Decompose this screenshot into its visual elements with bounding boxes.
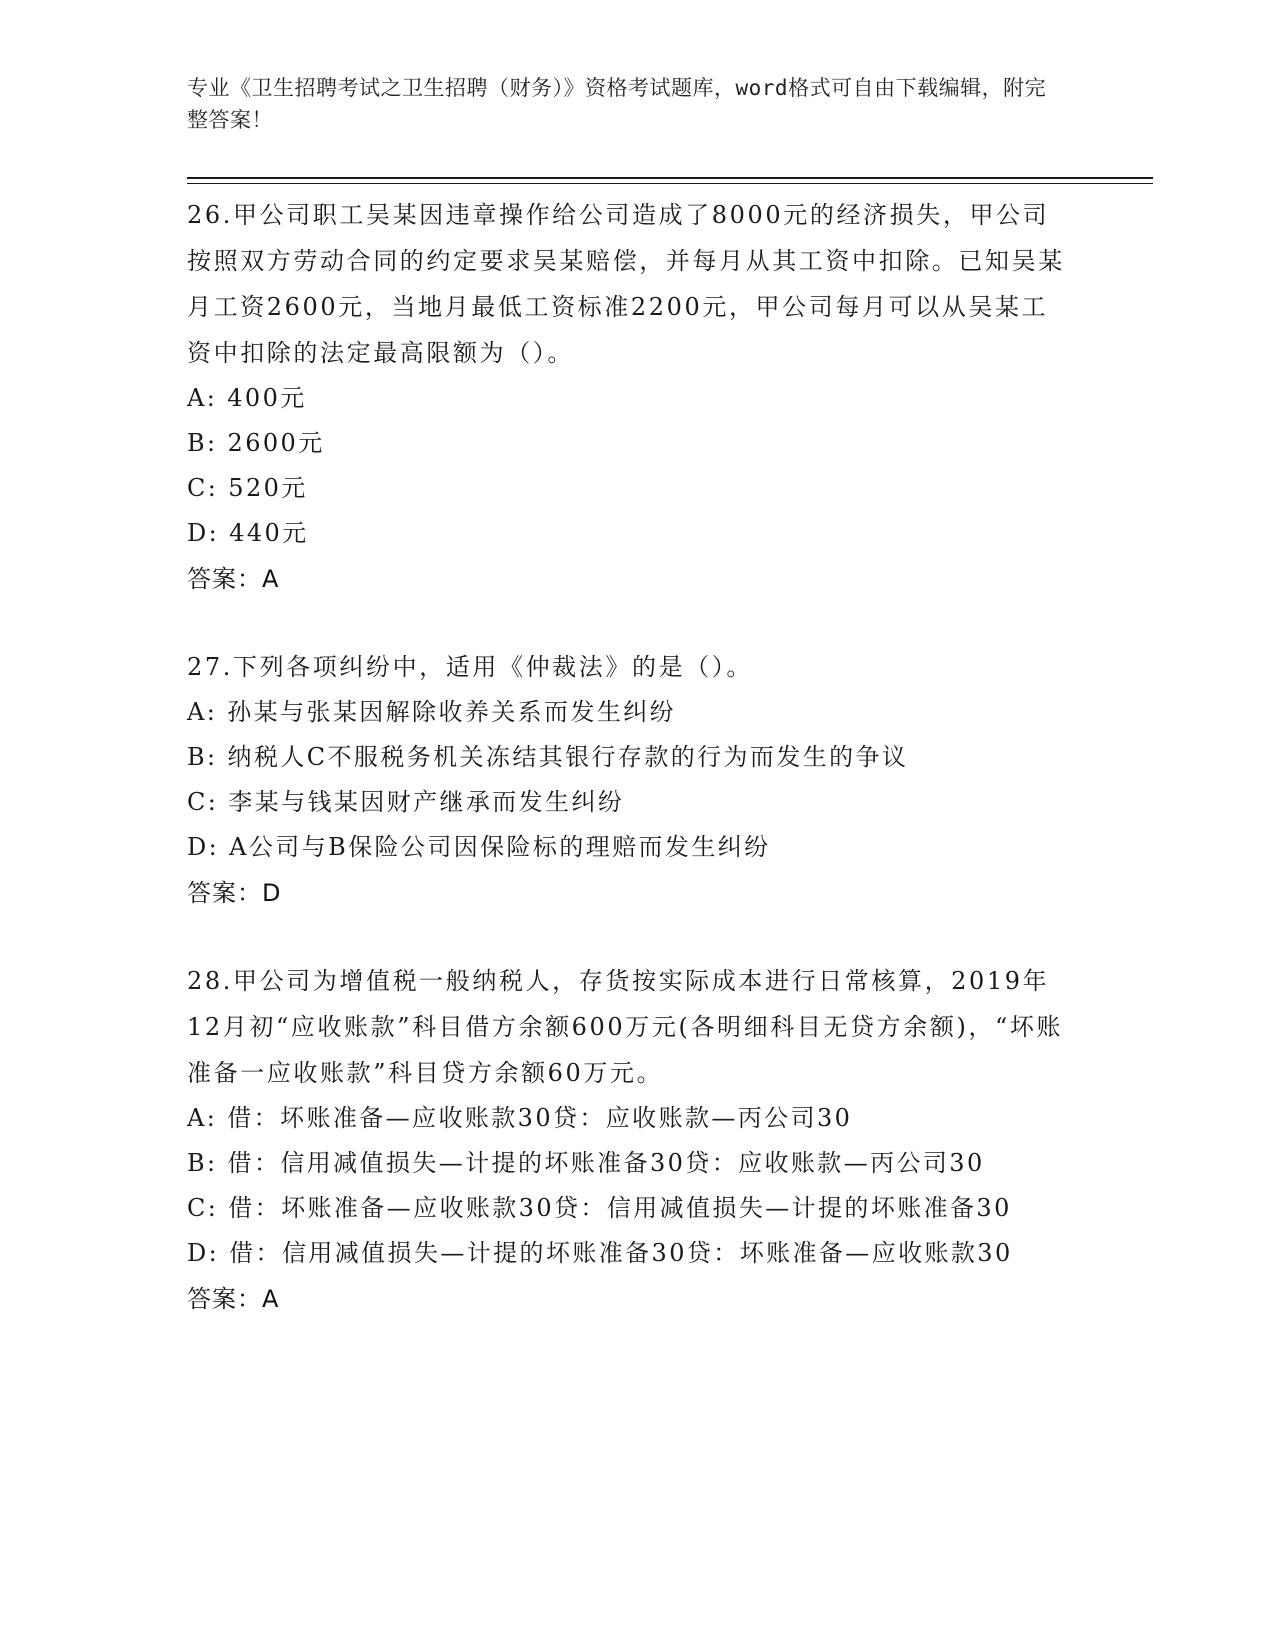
option-c: C: 借：坏账准备—应收账款30贷：信用减值损失—计提的坏账准备30 [187,1194,1012,1222]
option-a: A: 400元 [187,384,307,412]
option-b: B: 纳税人C不服税务机关冻结其银行存款的行为而发生的争议 [187,743,909,771]
option-a: A: 孙某与张某因解除收养关系而发生纠纷 [187,698,677,726]
question-stem: 27.下列各项纠纷中，适用《仲裁法》的是（）。 [187,653,753,681]
question-stem: 26.甲公司职工吴某因违章操作给公司造成了8000元的经济损失，甲公司按照双方劳动合同的约定要求吴某赔偿，并每月从其工资中扣除。已知吴某月工资2600元，当地月最低工资标准2200元，甲公司每月可以从吴某工资中扣除的法定最高限额为（）。 [187,201,1065,367]
question-list [187,192,1067,1322]
answer-line: 答案：A [187,1285,280,1313]
option-d: D: 借：信用减值损失—计提的坏账准备30贷：坏账准备—应收账款30 [187,1239,1013,1267]
option-c: C: 520元 [187,474,308,502]
header-divider-thin [187,183,1153,184]
option-b: B: 2600元 [187,429,325,457]
option-c: C: 李某与钱某因财产继承而发生纠纷 [187,788,625,816]
header-divider-thick [187,177,1153,179]
document-header: 专业《卫生招聘考试之卫生招聘（财务）》资格考试题库，word格式可自由下载编辑，附完整答案！ [187,76,1047,132]
option-d: D: A公司与B保险公司因保险标的理赔而发生纠纷 [187,833,771,861]
question-26 [187,192,1067,602]
question-stem: 28.甲公司为增值税一般纳税人，存货按实际成本进行日常核算，2019年12月初“应收账款”科目借方余额600万元(各明细科目无贷方余额)，“坏账准备一应收账款”科目贷方余额60万元。 [187,967,1064,1087]
question-spacer [187,916,1067,958]
option-a: A: 借：坏账准备—应收账款30贷：应收账款—丙公司30 [187,1104,853,1132]
option-b: B: 借：信用减值损失—计提的坏账准备30贷：应收账款—丙公司30 [187,1149,985,1177]
question-27 [187,644,1067,916]
question-spacer [187,602,1067,644]
answer-line: 答案：D [187,879,282,907]
question-28 [187,958,1067,1322]
answer-line: 答案：A [187,565,280,593]
option-d: D: 440元 [187,519,309,547]
